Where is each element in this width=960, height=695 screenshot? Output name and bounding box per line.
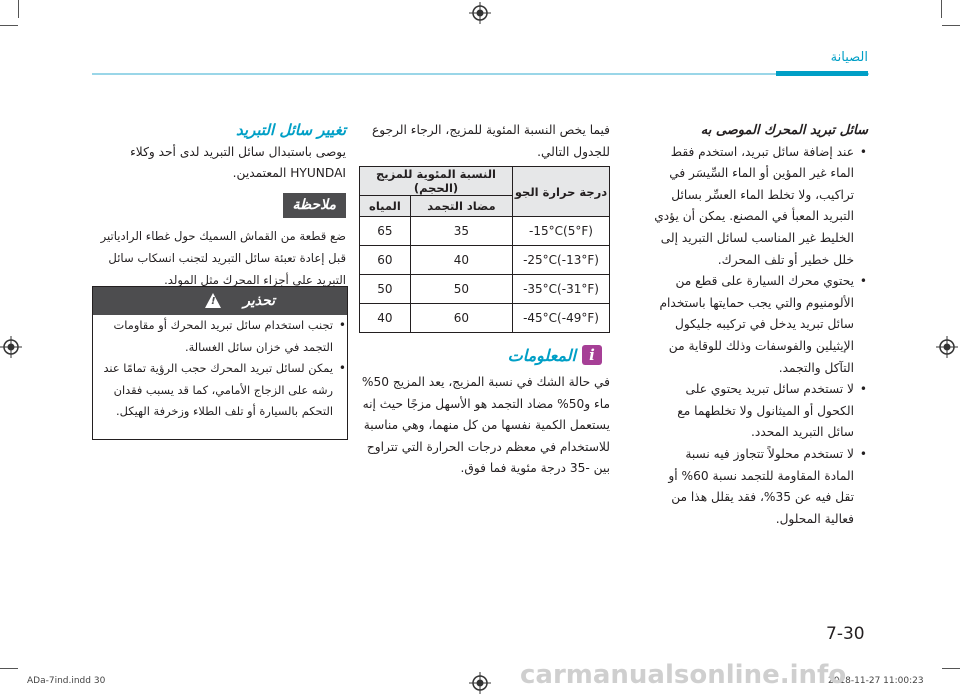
info-text: في حالة الشك في نسبة المزيج، يعد المزيج 50% ماء و50% مضاد التجمد هو الأسهل مزجًا حيث إنه يستعمل الكمية نفسها من كل منهما، وهي مناسبة للاستخدام في معظم درجات الحرارة التي تتراوح بين -35 درجة مئوية فما فوق. bbox=[361, 375, 610, 476]
info-heading bbox=[508, 345, 602, 365]
registration-mark-icon bbox=[469, 2, 491, 24]
header-rule-accent bbox=[776, 71, 868, 76]
file-info: ADa-7ind.indd 30 bbox=[27, 676, 106, 686]
list-item: • لا تستخدم سائل تبريد يحتوي على الكحول أو الميثانول ولا تخلطهما مع سائل التبريد المحدد. bbox=[654, 379, 854, 444]
warning-bullets bbox=[93, 315, 347, 423]
table-cell-antifreeze: 40 bbox=[410, 246, 512, 275]
notice-badge: ملاحظة bbox=[283, 193, 347, 219]
registration-mark-icon bbox=[936, 336, 958, 358]
table-header-antifreeze: مضاد التجمد bbox=[410, 196, 512, 217]
table-row bbox=[360, 304, 610, 333]
column-right bbox=[654, 120, 868, 530]
crop-mark bbox=[942, 25, 960, 26]
notice-text: ضع قطعة من القماش السميك حول غطاء الرادياتير قبل إعادة تعبئة سائل التبريد لتجنب انسكاب سائل التبريد على أجزاء المحرك مثل المولد. bbox=[100, 229, 346, 287]
print-timestamp: 2018-11-27 11:00:23 bbox=[828, 676, 924, 686]
table-header-temp: درجة حرارة الجو bbox=[513, 167, 610, 217]
warning-box bbox=[92, 286, 348, 440]
table-cell-temp: -45°C(-49°F) bbox=[513, 304, 610, 333]
list-item: • لا تستخدم محلولاً تتجاوز فيه نسبة المادة المقاومة للتجمد نسبة 60% أو تقل فيه عن 35%، فقد يقلل هذا من فعالية المحلول. bbox=[654, 444, 854, 530]
list-item: • عند إضافة سائل تبريد، استخدم فقط الماء غير المؤين أو الماء السِّيسَر في تراكيب، ولا تخلط الماء العسِّر بسائل التبريد المعبأ في المصنع. يمكن أن يؤدي الخليط غير المناسب لسائل التبريد إلى خلل خطير أو تلف المحرك. bbox=[654, 142, 854, 272]
watermark: carmanualsonline.info bbox=[520, 660, 847, 690]
table-header-water: المياه bbox=[360, 196, 411, 217]
column-left bbox=[92, 120, 346, 291]
table-cell-antifreeze: 35 bbox=[410, 217, 512, 246]
crop-mark bbox=[0, 25, 18, 26]
section-title: الصيانة bbox=[830, 50, 868, 65]
header-rule bbox=[92, 73, 869, 75]
table-cell-water: 50 bbox=[360, 275, 411, 304]
table-row bbox=[360, 275, 610, 304]
mix-intro: فيما يخص النسبة المئوية للمزيج، الرجاء الرجوع للجدول التالي. bbox=[371, 123, 610, 159]
crop-mark bbox=[941, 0, 942, 18]
table-cell-water: 60 bbox=[360, 246, 411, 275]
table-cell-antifreeze: 60 bbox=[410, 304, 512, 333]
crop-mark bbox=[942, 668, 960, 669]
list-item: • يمكن لسائل تبريد المحرك حجب الرؤية تمامًا عند رشه على الزجاج الأمامي، كما قد يسبب فقدان التحكم بالسيارة أو تلف الطلاء وزخرفة الهيكل. bbox=[93, 358, 333, 423]
table-header-group: النسبة المئوية للمزيج (الحجم) bbox=[360, 167, 513, 196]
warning-label: تحذير bbox=[243, 293, 275, 309]
warning-header bbox=[93, 287, 347, 315]
crop-mark bbox=[0, 668, 18, 669]
warning-triangle-icon: ! bbox=[205, 293, 221, 308]
change-coolant-heading: تغيير سائل التبريد bbox=[236, 121, 346, 139]
coolant-bullets bbox=[654, 142, 868, 531]
column-middle-info bbox=[350, 372, 610, 480]
info-title: المعلومات bbox=[507, 345, 576, 365]
table-row bbox=[360, 246, 610, 275]
info-icon: i bbox=[582, 345, 602, 365]
registration-mark-icon bbox=[0, 336, 22, 358]
mixture-table bbox=[359, 166, 610, 333]
change-coolant-intro: يوصى باستبدال سائل التبريد لدى أحد وكلاء HYUNDAI المعتمدين. bbox=[130, 144, 346, 181]
table-cell-water: 40 bbox=[360, 304, 411, 333]
recommended-coolant-heading: سائل تبريد المحرك الموصى به bbox=[700, 123, 868, 138]
table-cell-water: 65 bbox=[360, 217, 411, 246]
crop-mark bbox=[18, 0, 19, 18]
list-item: • يحتوي محرك السيارة على قطع من الألومنيوم والتي يجب حمايتها باستخدام سائل تبريد يدخل في تركيبه جليكول الإيثيلين والفوسفات وذلك للوقاية من التآكل والتجمد. bbox=[654, 271, 854, 379]
registration-mark-icon bbox=[469, 672, 491, 694]
table-cell-temp: -35°C(-31°F) bbox=[513, 275, 610, 304]
column-middle-intro bbox=[350, 120, 610, 163]
table-cell-temp: -25°C(-13°F) bbox=[513, 246, 610, 275]
page-number: 7-30 bbox=[826, 624, 865, 644]
table-cell-temp: -15°C(5°F) bbox=[513, 217, 610, 246]
list-item: • تجنب استخدام سائل تبريد المحرك أو مقاومات التجمد في خزان سائل الغسالة. bbox=[93, 315, 333, 358]
table-cell-antifreeze: 50 bbox=[410, 275, 512, 304]
table-row bbox=[360, 217, 610, 246]
